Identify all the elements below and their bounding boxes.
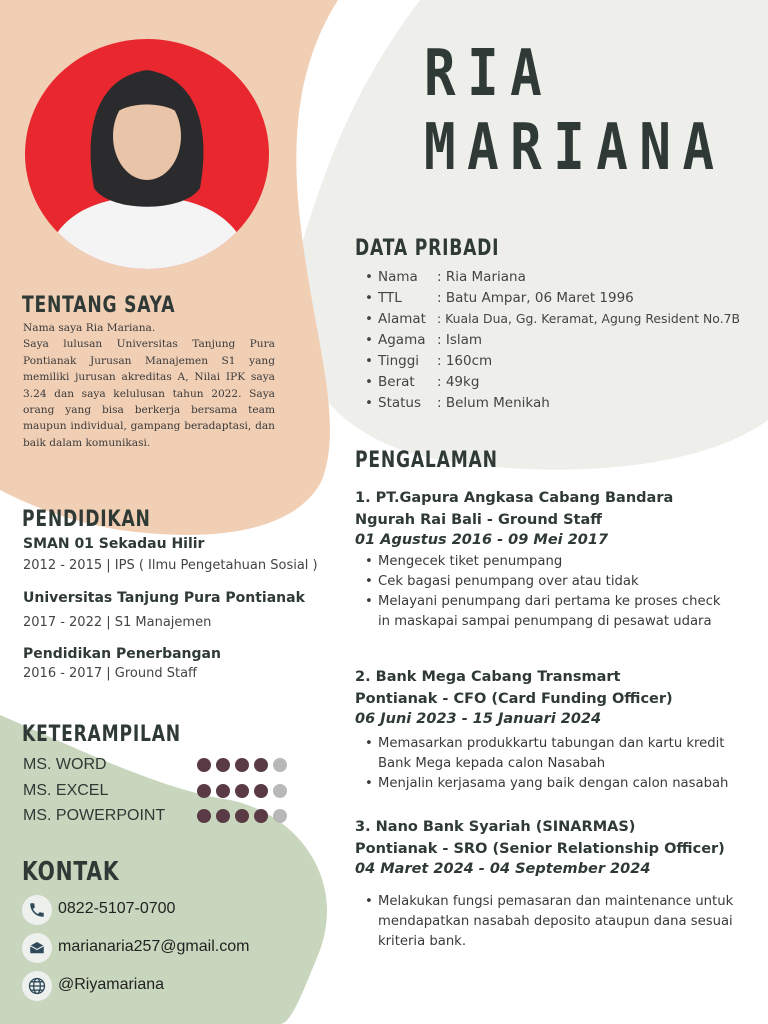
about-body: Saya lulusan Universitas Tanjung Pura Pontianak Jurusan Manajemen S1 yang memiliki jurusan akreditas A, Nilai IPK saya 3.24 dan saya kelulusan tahun 2022. Saya orang yang bisa berkerja bersama team maupun individual, gampang beradaptasi, dan baik dalam komunikasi. [23,338,275,449]
personal-label: Alamat [378,311,426,327]
job-2-duties [365,734,755,794]
personal-item [365,353,740,374]
education-school-2: Universitas Tanjung Pura Pontianak [23,590,305,606]
rating-dot-filled [235,758,249,772]
personal-value: : Batu Ampar, 06 Maret 1996 [437,290,634,306]
contact-title: KONTAK [22,857,120,887]
contact-email-text: marianaria257@gmail.com [58,938,250,955]
job-1-company: 1. PT.Gapura Angkasa Cabang Bandara [355,490,674,506]
rating-dot-filled [216,809,230,823]
job-duty: • Memasarkan produkkartu tabungan dan kartu kredit Bank Mega kepada calon Nasabah [365,734,755,774]
profile-photo [24,38,270,270]
personal-item [365,395,740,416]
contact-phone-text: 0822-5107-0700 [58,900,176,917]
email-icon [22,933,52,963]
personal-item [365,374,740,395]
personal-value: : Kuala Dua, Gg. Keramat, Agung Resident No.7B [437,311,740,326]
rating-dot-filled [235,809,249,823]
personal-value: : Belum Menikah [437,395,550,411]
skill-label: MS. POWERPOINT [23,807,166,824]
education-detail-2: 2017 - 2022 | S1 Manajemen [23,615,212,630]
rating-dot-filled [254,784,268,798]
job-duty: • Melayani penumpang dari pertama ke proses check in maskapai sampai penumpang di pesawat udara [365,592,723,632]
personal-list [365,269,740,416]
name-first: RIA [424,37,554,111]
personal-value: : Islam [437,332,483,348]
job-1-date: 01 Agustus 2016 - 09 Mei 2017 [355,532,609,548]
rating-dot-empty [273,758,287,772]
job-3-company: 3. Nano Bank Syariah (SINARMAS) [355,819,636,835]
education-detail-3: 2016 - 2017 | Ground Staff [23,666,197,681]
personal-label: Nama [378,269,418,285]
job-2-role: Pontianak - CFO (Card Funding Officer) [355,691,673,707]
skill-rating [197,758,287,772]
job-3-role: Pontianak - SRO (Senior Relationship Officer) [355,841,725,857]
skill-rating [197,809,287,823]
rating-dot-filled [216,784,230,798]
personal-value: : 49kg [437,374,480,390]
contact-social-text: @Riyamariana [58,976,165,993]
experience-title: PENGALAMAN [355,448,498,473]
personal-label: Berat [378,374,415,390]
rating-dot-empty [273,809,287,823]
job-duty: • Mengecek tiket penumpang [365,552,755,572]
name-last: MARIANA [424,111,726,185]
job-duty: • Cek bagasi penumpang over atau tidak [365,572,755,592]
about-title: TENTANG SAYA [22,293,176,318]
personal-item [365,269,740,290]
skill-row [23,807,303,829]
skill-label: MS. EXCEL [23,782,109,799]
rating-dot-filled [235,784,249,798]
skill-row [23,756,303,778]
personal-item [365,332,740,353]
job-3-date: 04 Maret 2024 - 04 September 2024 [355,861,651,877]
rating-dot-empty [273,784,287,798]
education-school-1: SMAN 01 Sekadau Hilir [23,536,205,552]
personal-item [365,311,740,332]
personal-label: Agama [378,332,426,348]
skill-rating [197,784,287,798]
personal-label: TTL [378,290,402,306]
personal-value: : 160cm [437,353,493,369]
skill-label: MS. WORD [23,756,107,773]
rating-dot-filled [197,809,211,823]
education-school-3: Pendidikan Penerbangan [23,646,221,662]
rating-dot-filled [197,784,211,798]
job-2-company: 2. Bank Mega Cabang Transmart [355,669,621,685]
personal-item [365,290,740,311]
job-1-duties [365,552,755,632]
job-duty: • Melakukan fungsi pemasaran dan maintenance untuk mendapatkan nasabah deposito ataupun dana sesuai kriteria bank. [365,892,755,952]
job-3-duties [365,892,755,952]
job-duty: • Menjalin kerjasama yang baik dengan calon nasabah [365,774,755,794]
globe-icon [22,971,52,1001]
rating-dot-filled [254,758,268,772]
rating-dot-filled [197,758,211,772]
skill-row [23,782,303,804]
about-line1: Nama saya Ria Mariana. [23,322,156,334]
education-detail-1: 2012 - 2015 | IPS ( Ilmu Pengetahuan Sosial ) [23,558,318,573]
job-1-role: Ngurah Rai Bali - Ground Staff [355,512,602,528]
skills-title: KETERAMPILAN [22,722,181,747]
phone-icon [22,895,52,925]
personal-value: : Ria Mariana [437,269,526,285]
education-title: PENDIDIKAN [22,507,151,532]
personal-label: Tinggi [378,353,420,369]
personal-title: DATA PRIBADI [355,236,500,261]
personal-label: Status [378,395,422,411]
about-text [23,320,275,451]
rating-dot-filled [254,809,268,823]
rating-dot-filled [216,758,230,772]
job-2-date: 06 Juni 2023 - 15 Januari 2024 [355,711,602,727]
